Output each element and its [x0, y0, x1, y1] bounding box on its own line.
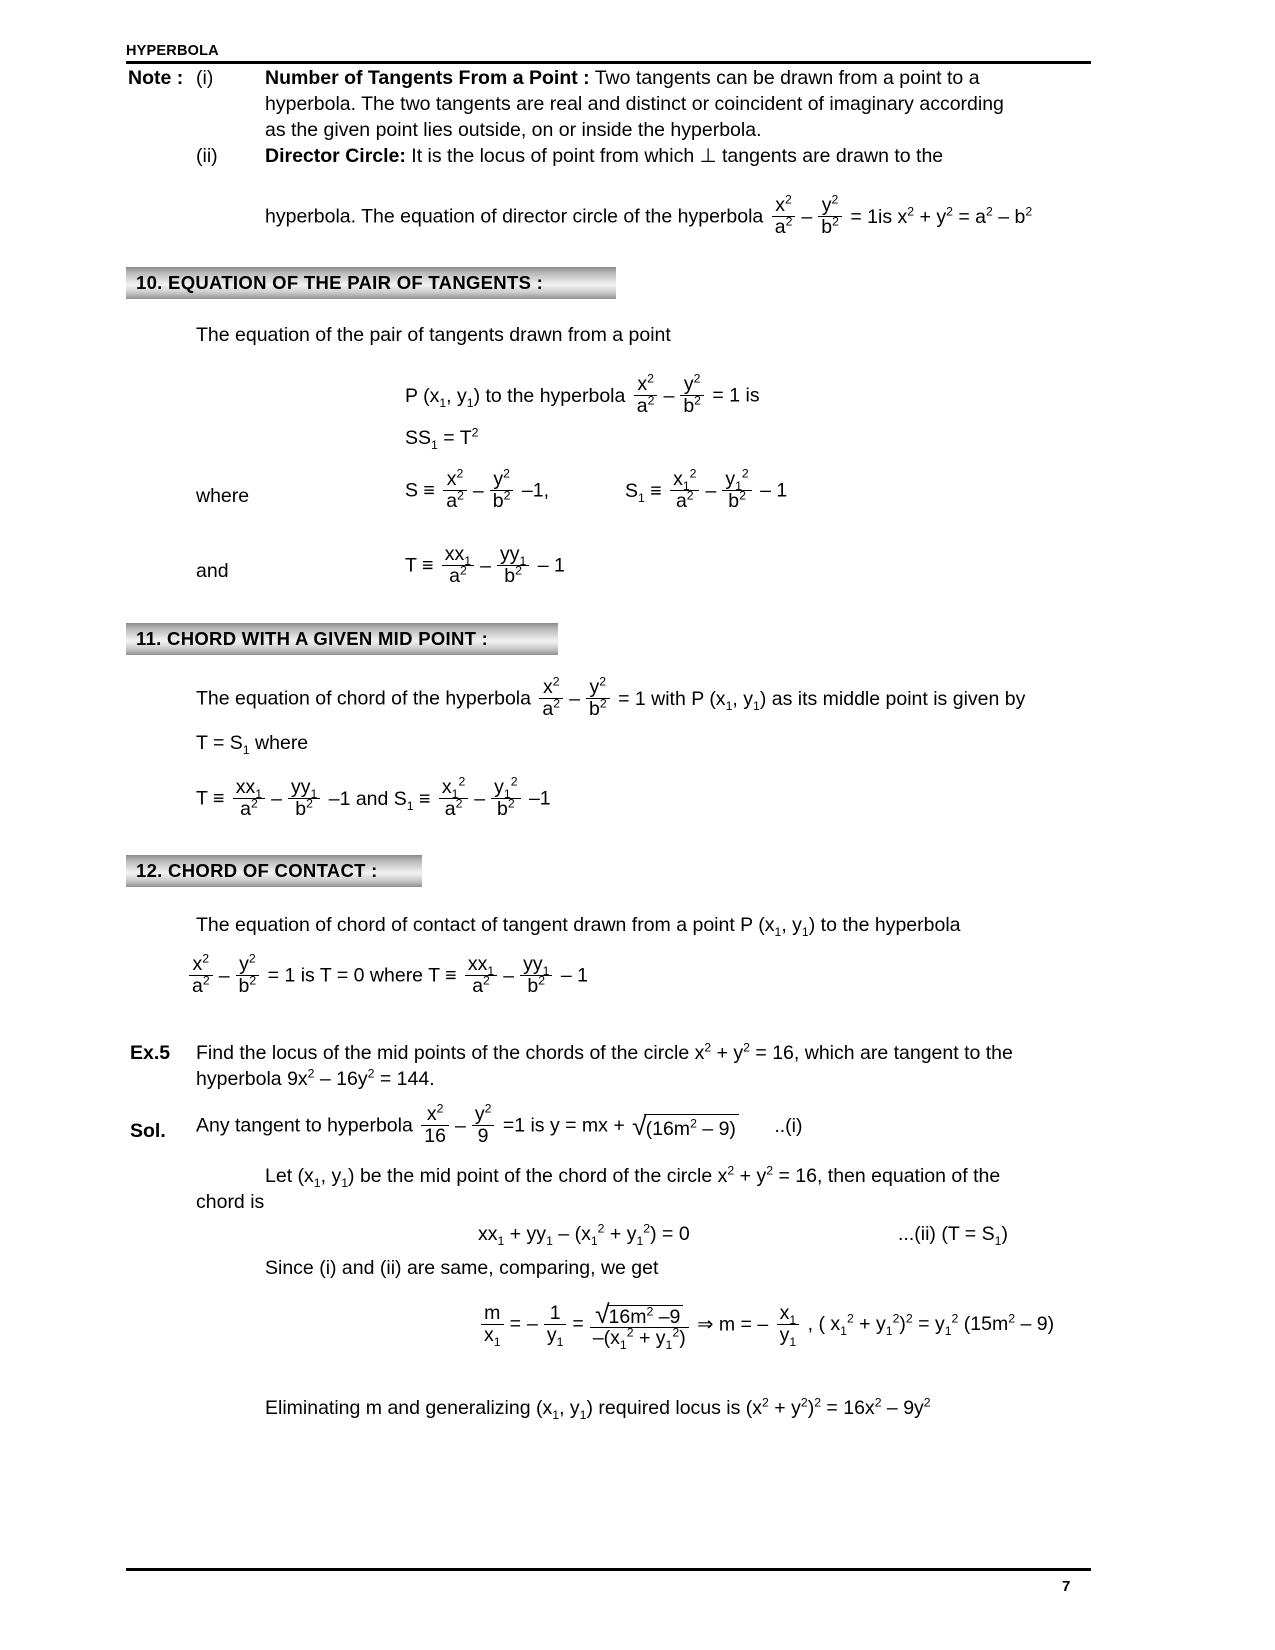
point-P-label: P ($x_1$, $y_1$) to the hyperbola — [405, 384, 626, 410]
T-lhs: T ≡ — [405, 554, 434, 577]
hyperbola-16-9 — [418, 1101, 497, 1148]
denominator: $a^2$ — [233, 798, 265, 820]
denominator: $a^2$ — [670, 490, 699, 512]
numerator: $yy_1$ — [499, 543, 527, 568]
ratio-m-over-x1 — [478, 1301, 507, 1349]
numerator: $x^2$ — [775, 192, 792, 216]
minus-operator: – — [218, 964, 230, 987]
ratio-sqrt-over-neg — [587, 1299, 692, 1353]
equals-operator: = — [509, 1313, 521, 1336]
T-expression — [230, 778, 324, 821]
ss1-lhs: SS — [405, 427, 432, 449]
denominator: $a^2$ — [634, 395, 658, 417]
director-circle-equation-line — [265, 192, 1033, 239]
fraction-x2-a2 — [539, 674, 563, 721]
minus-operator: – — [526, 1313, 538, 1336]
fraction-yy1-b2 — [520, 954, 552, 997]
s11-line1 — [196, 674, 1026, 721]
note-label: Note : — [128, 67, 184, 89]
numerator: $x^2$ — [446, 466, 464, 490]
director-circle-result: = 1is $x^2 + y^2 = a^2 - b^2$ — [850, 204, 1033, 228]
denominator: 9 — [472, 1125, 495, 1147]
minus-operator: – — [480, 554, 491, 577]
note-item-i-heading: Number of Tangents From a Point : — [265, 67, 590, 89]
s10-ss1-t2: $SS_1 = T^2$ — [405, 425, 479, 452]
note-item-i-line3: as the given point lies outside, on or inside the hyperbola. — [265, 119, 762, 141]
hyperbola-standard-form — [631, 371, 707, 418]
s10-point-P-line — [405, 371, 760, 418]
denominator: $-(x_1^2 + y_1^2)$ — [590, 1327, 689, 1349]
s11-T-mid: –1 and $S_1$ ≡ — [328, 787, 431, 813]
s10-S1-definition — [625, 466, 788, 513]
footer-rule — [126, 1568, 1091, 1571]
section-12-title: 12. CHORD OF CONTACT : — [136, 860, 378, 881]
numerator: $yy_1$ — [523, 953, 550, 978]
denominator: $b^2$ — [586, 698, 610, 720]
s10-S-definition — [405, 466, 549, 513]
denominator: $b^2$ — [236, 975, 260, 997]
numerator: $x^2$ — [192, 951, 210, 975]
note-item-marker-ii: (ii) — [196, 145, 218, 167]
numerator: $y^2$ — [474, 1101, 492, 1125]
hyperbola-standard-form — [186, 951, 262, 998]
numerator: $xx_1$ — [467, 953, 495, 978]
fraction-x12-a2 — [670, 466, 699, 513]
T-expression — [439, 545, 533, 588]
final-derivation-equation — [478, 1299, 1055, 1353]
solution-label: Sol. — [130, 1120, 166, 1142]
final-locus-relation: , ( $x_1^2 + y_1^2)^2 = y_1^2$ $(15m^2 - 9)$ — [807, 1311, 1055, 1339]
S1-lhs: $S_1$ ≡ — [625, 479, 662, 505]
s12-chord-of-contact-condition: = 1 is T = 0 where T ≡ — [267, 964, 457, 987]
fraction-x2-16 — [421, 1101, 449, 1148]
S1-expression — [667, 466, 755, 513]
s11-line1-post: = 1 with P ($x_1$, $y_1$) as its middle point is given by — [618, 687, 1026, 713]
s11-T-S1-definitions — [196, 774, 551, 821]
equals-operator: = — [572, 1313, 584, 1336]
fraction-yy1-b2 — [497, 544, 529, 587]
numerator: m — [484, 1301, 501, 1324]
numerator: $x_1^2$ — [441, 774, 466, 801]
numerator: $yy_1$ — [290, 776, 318, 801]
fraction-x12-a2 — [439, 774, 468, 821]
equation-ii: $xx_1 + yy_1 - (x_1^2 + y_1^2) = 0$ — [478, 1221, 690, 1248]
director-circle-text: hyperbola. The equation of director circle of the hyperbola — [265, 205, 764, 228]
fraction-m-x1 — [481, 1301, 504, 1349]
ss1-rhs: = T — [437, 427, 472, 449]
denominator: $y_1$ — [544, 1324, 567, 1346]
T-tail: – 1 — [537, 554, 565, 577]
numerator: $y^2$ — [239, 951, 256, 975]
section-11-title: 11. CHORD WITH A GIVEN MID POINT : — [136, 628, 489, 649]
numerator: $x^2$ — [542, 674, 560, 698]
fraction-x2-a2 — [772, 192, 796, 239]
s12-line1-text: The equation of chord of contact of tangent drawn from a point P ($x_1$, $y_1$) to the hyperbola — [196, 914, 961, 939]
section-header-10 — [126, 267, 616, 299]
ratio-x1-over-y1 — [774, 1301, 803, 1349]
solution-line1 — [196, 1101, 803, 1148]
s11-line2: $T = S_1$ where — [196, 732, 309, 757]
note-item-i-line1 — [265, 65, 980, 91]
s11-T-equals-S1: T = S — [196, 732, 243, 754]
note-item-ii-text1: It is the locus of point from which ⊥ tangents are drawn to the — [405, 145, 944, 167]
fraction-x2-a2 — [189, 951, 213, 998]
denominator: $b^2$ — [818, 216, 842, 238]
s10-T-definition — [405, 545, 565, 588]
fraction-y2-b2 — [680, 371, 704, 418]
denominator: $b^2$ — [520, 975, 552, 997]
section-10-title: 10. EQUATION OF THE PAIR OF TANGENTS : — [136, 272, 544, 293]
numerator: $y_1^2$ — [494, 774, 518, 801]
denominator: $b^2$ — [722, 490, 751, 512]
radical-sign: √ — [595, 1299, 610, 1329]
fraction-y2-9 — [472, 1101, 495, 1148]
note-item-i-line2: hyperbola. The two tangents are real and distinct or coincident of imaginary according — [265, 93, 1004, 115]
numerator: $xx_1$ — [444, 543, 472, 568]
denominator: $a^2$ — [465, 975, 497, 997]
S1-tail: – 1 — [760, 479, 788, 502]
fraction-x2-a2 — [634, 371, 658, 418]
denominator: $b^2$ — [497, 565, 529, 587]
numerator: 1 — [549, 1301, 561, 1324]
denominator: $a^2$ — [539, 698, 563, 720]
fraction-y2-b2 — [818, 192, 842, 239]
note-item-ii-line1 — [265, 143, 943, 169]
s12-line1 — [196, 912, 961, 938]
denominator: $a^2$ — [443, 490, 467, 512]
fraction-1-y1 — [544, 1301, 567, 1349]
radicand: $(16m^2 - 9)$ — [644, 1114, 739, 1142]
fraction-y2-b2 — [586, 674, 610, 721]
solution-line3: chord is — [196, 1191, 265, 1213]
hyperbola-standard-form — [769, 192, 845, 239]
s12-line2 — [186, 951, 588, 998]
header-rule — [126, 61, 1091, 64]
denominator: $b^2$ — [680, 395, 704, 417]
running-head-title: HYPERBOLA — [126, 43, 219, 59]
fraction-xx1-a2 — [465, 954, 497, 997]
note-item-i-text1: Two tangents can be drawn from a point to a — [589, 67, 980, 89]
denominator: $x_1$ — [481, 1324, 504, 1346]
minus-operator: – — [705, 479, 717, 502]
equals-one-is: = 1 is — [712, 384, 760, 407]
implies-m-equals: ⇒ m = – — [697, 1313, 769, 1336]
page-number: 7 — [1062, 1578, 1071, 1595]
s12-T-tail: – 1 — [560, 964, 588, 987]
s10-and-label: and — [196, 560, 229, 582]
minus-operator: – — [801, 205, 813, 228]
fraction-xx1-a2 — [233, 777, 265, 820]
closing-line: Eliminating m and generalizing ($x_1$, $y_1$) required locus is $(x^2 + y^2)^2 = 16x^2 - 9y^2$ — [265, 1395, 931, 1422]
numerator: $y_1^2$ — [725, 466, 749, 493]
minus-operator: – — [474, 787, 486, 810]
fraction-y12-b2 — [722, 466, 751, 513]
note-item-marker-i: (i) — [196, 67, 214, 89]
numerator: $x^2$ — [637, 371, 654, 395]
S1-expression — [436, 774, 524, 821]
numerator: $y^2$ — [821, 192, 839, 216]
minus-operator: – — [569, 687, 580, 710]
denominator: $a^2$ — [772, 216, 796, 238]
radicand: $16m^2$ –9 — [607, 1305, 684, 1328]
S-tail: –1, — [521, 479, 549, 502]
T-lhs: T ≡ — [196, 787, 225, 810]
minus-operator: – — [454, 1114, 466, 1137]
denominator: 16 — [421, 1125, 449, 1147]
minus-operator: – — [271, 787, 282, 810]
minus-operator: – — [503, 964, 515, 987]
equation-ii-reference: ...(ii) $(T = S_1)$ — [898, 1223, 1008, 1248]
sqrt-16m2-minus-9 — [632, 1112, 739, 1141]
S-lhs: S ≡ — [405, 479, 435, 502]
T-expression — [462, 955, 556, 998]
numerator: $x_1^2$ — [673, 466, 697, 493]
s11-T-tail: –1 — [528, 787, 551, 810]
S-expression — [440, 466, 516, 513]
denominator: $a^2$ — [442, 565, 474, 587]
comparing-line: Since (i) and (ii) are same, comparing, we get — [265, 1257, 659, 1279]
numerator: $y^2$ — [493, 466, 510, 490]
fraction-y2-b2 — [236, 951, 260, 998]
note-item-ii-heading: Director Circle: — [265, 145, 406, 167]
numerator — [590, 1299, 689, 1327]
numerator: $y^2$ — [589, 674, 607, 698]
s11-where: where — [249, 732, 309, 754]
example-label: Ex.5 — [130, 1042, 171, 1064]
denominator: $b^2$ — [288, 798, 320, 820]
radical-sign: √ — [632, 1111, 647, 1142]
numerator: $xx_1$ — [235, 776, 263, 801]
fraction-sqrt-over-sum — [590, 1299, 689, 1353]
denominator: $y_1$ — [777, 1324, 800, 1346]
section-header-11 — [126, 623, 558, 655]
solution-line2: Let ($x_1$, $y_1$) be the mid point of the chord of the circle $x^2 + y^2 = 16$, then equation of the — [265, 1163, 1001, 1190]
sol-line1-mid: =1 is y = mx + — [502, 1114, 625, 1137]
minus-operator: – — [663, 384, 675, 407]
s10-intro: The equation of the pair of tangents drawn from a point — [196, 324, 671, 346]
fraction-y2-b2 — [490, 466, 514, 513]
numerator: $y^2$ — [683, 371, 701, 395]
s10-where-label: where — [196, 485, 250, 507]
denominator: $b^2$ — [490, 490, 514, 512]
numerator: $x_1$ — [779, 1301, 797, 1327]
ratio-1-over-y1 — [541, 1301, 570, 1349]
denominator: $a^2$ — [439, 798, 468, 820]
minus-operator: – — [472, 479, 484, 502]
equation-ref-i: ..(i) — [774, 1114, 803, 1137]
fraction-x2-a2 — [443, 466, 467, 513]
sol-line1-pre: Any tangent to hyperbola — [196, 1114, 413, 1137]
fraction-x1-y1 — [777, 1301, 800, 1349]
fraction-xx1-a2 — [442, 544, 474, 587]
hyperbola-standard-form — [536, 674, 612, 721]
section-header-12 — [126, 855, 422, 887]
numerator: $x^2$ — [426, 1101, 444, 1125]
denominator: $a^2$ — [189, 975, 213, 997]
example-question-line2: hyperbola $9x^2 - 16y^2 = 144$. — [196, 1066, 435, 1090]
denominator: $b^2$ — [491, 798, 520, 820]
fraction-y12-b2 — [491, 774, 520, 821]
fraction-yy1-b2 — [288, 777, 320, 820]
s11-line1-pre: The equation of chord of the hyperbola — [196, 687, 531, 710]
example-question-line1: Find the locus of the mid points of the chords of the circle $x^2 + y^2 = 16$, which are tangent to the — [196, 1040, 1013, 1064]
